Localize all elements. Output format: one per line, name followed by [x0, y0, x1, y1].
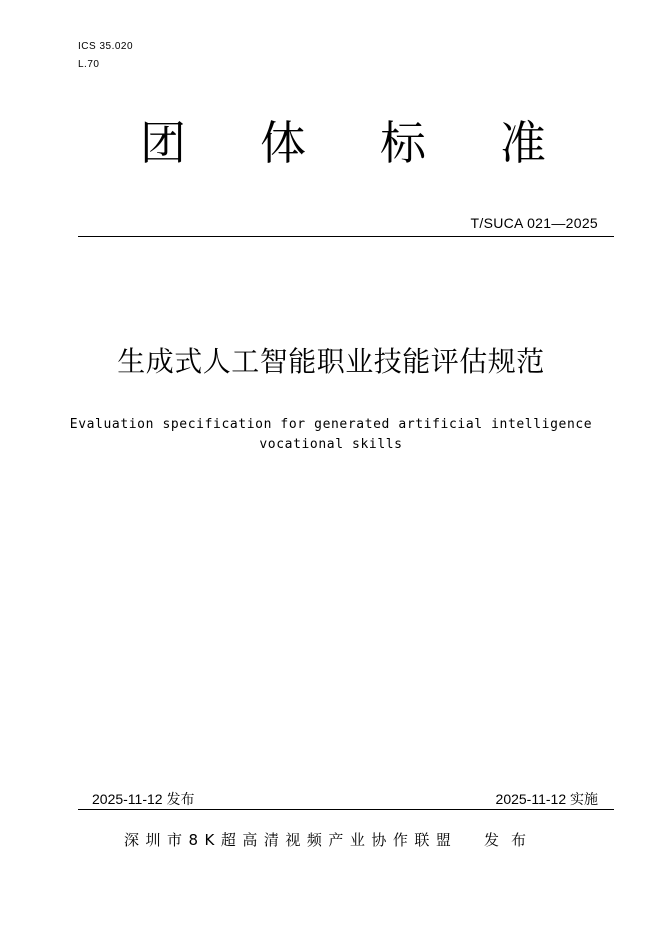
publish-label: 发布 — [484, 831, 539, 849]
english-title-line-2: vocational skills — [259, 437, 403, 452]
chinese-title: 生成式人工智能职业技能评估规范 — [117, 345, 545, 378]
english-title-line-1: Evaluation specification for generated artificial intelligence — [69, 417, 593, 432]
doc-type-char-3: 标 — [380, 116, 426, 170]
bottom-divider — [78, 809, 614, 810]
english-title — [40, 415, 622, 455]
implementation-date: 2025-11-12 实施 — [495, 791, 598, 807]
publisher-name: 深圳市8K超高清视频产业协作联盟 — [124, 831, 458, 849]
standard-number: T/SUCA 021—2025 — [470, 215, 598, 231]
doc-type-char-4: 准 — [500, 116, 546, 170]
doc-type-char-1: 团 — [140, 116, 186, 170]
top-divider — [78, 236, 614, 237]
ics-code: ICS 35.020 — [78, 41, 134, 52]
document-type-heading — [138, 112, 548, 168]
issue-date: 2025-11-12 发布 — [92, 791, 195, 807]
doc-type-char-2: 体 — [260, 116, 306, 170]
ccs-code: L.70 — [78, 59, 100, 70]
